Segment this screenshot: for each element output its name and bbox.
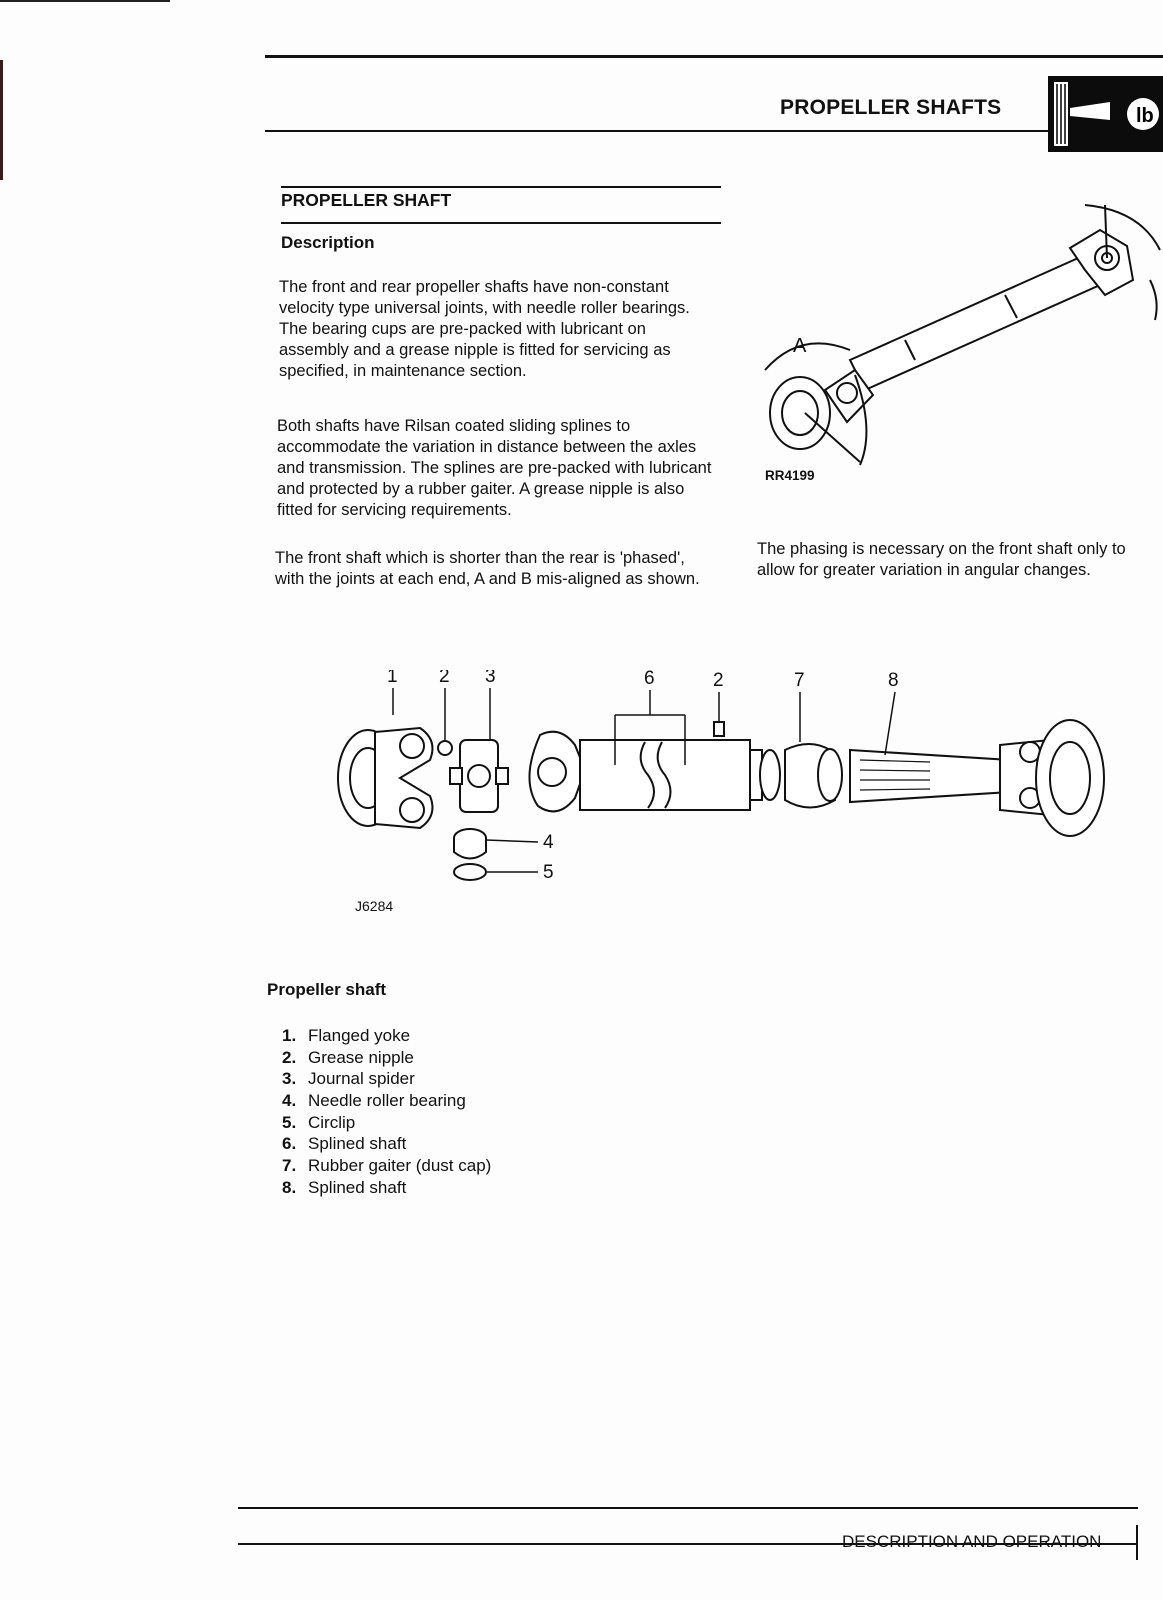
callout-7: 7 xyxy=(794,670,805,691)
paragraph-phased-shaft: The front shaft which is shorter than the rear is 'phased', with the joints at each end, A and B mis-aligned as shown. xyxy=(275,549,700,588)
callout-2b: 2 xyxy=(713,670,724,691)
scan-edge xyxy=(0,0,170,2)
list-item: 5. Circlip xyxy=(282,1112,356,1132)
figure-caption-phasing: The phasing is necessary on the front shaft only to allow for greater variation in angular changes. xyxy=(757,540,1126,579)
propeller-shaft-tab-icon xyxy=(1048,76,1163,152)
callout-1: 1 xyxy=(387,670,398,687)
propeller-shaft-exploded-diagram xyxy=(330,670,1130,910)
list-item: 8. Splined shaft xyxy=(282,1177,407,1197)
figure-ref-j6284: J6284 xyxy=(355,898,394,914)
callout-5: 5 xyxy=(543,862,554,883)
section-rule-top xyxy=(281,186,721,188)
callout-3: 3 xyxy=(485,670,496,687)
svg-text:lb: lb xyxy=(1136,105,1154,127)
callout-2: 2 xyxy=(439,670,450,687)
section-title: PROPELLER SHAFT xyxy=(281,190,452,210)
circlip-part xyxy=(454,864,486,880)
section-rule-bottom xyxy=(281,222,721,224)
callout-8: 8 xyxy=(888,670,899,691)
figure-ref-rr4199: RR4199 xyxy=(765,468,815,483)
angle-label-a: A xyxy=(793,335,807,357)
page-header-title: PROPELLER SHAFTS xyxy=(780,96,1002,119)
list-item: 7. Rubber gaiter (dust cap) xyxy=(282,1156,492,1176)
section-tab xyxy=(1048,76,1163,152)
list-item: 2. Grease nipple xyxy=(282,1047,414,1067)
header-rule-top xyxy=(265,55,1163,58)
footer-rule-top xyxy=(238,1507,1138,1509)
scan-edge-left xyxy=(0,60,3,180)
parts-list xyxy=(282,1025,491,1199)
callout-4: 4 xyxy=(543,832,554,853)
callout-6: 6 xyxy=(644,670,655,689)
header-rule-bottom xyxy=(265,130,1163,132)
list-item: 1. Flanged yoke xyxy=(282,1026,411,1045)
footer-rule-end xyxy=(1136,1525,1138,1560)
list-item: 4. Needle roller bearing xyxy=(282,1091,466,1111)
list-item: 6. Splined shaft xyxy=(282,1134,407,1154)
second-splined-shaft xyxy=(850,750,1010,802)
phased-shaft-illustration xyxy=(755,200,1163,470)
list-item: 3. Journal spider xyxy=(282,1069,415,1089)
section-subtitle: Description xyxy=(281,233,375,252)
paragraph-sliding-splines: Both shafts have Rilsan coated sliding splines to accommodate the variation in distance between the axles and transmission. The splines are pre-packed with lubricant and protected by a rubber gaiter. A grease nipple is also fitted for servicing requirements. xyxy=(277,417,712,519)
page-footer-label: DESCRIPTION AND OPERATION xyxy=(842,1532,1102,1551)
parts-list-title: Propeller shaft xyxy=(267,980,387,999)
paragraph-universal-joints: The front and rear propeller shafts have non-constant velocity type universal joints, with needle roller bearings. The bearing cups are pre-packed with lubricant on assembly and a grease nipple is fitted for servicing as specified, in maintenance section. xyxy=(279,278,690,380)
